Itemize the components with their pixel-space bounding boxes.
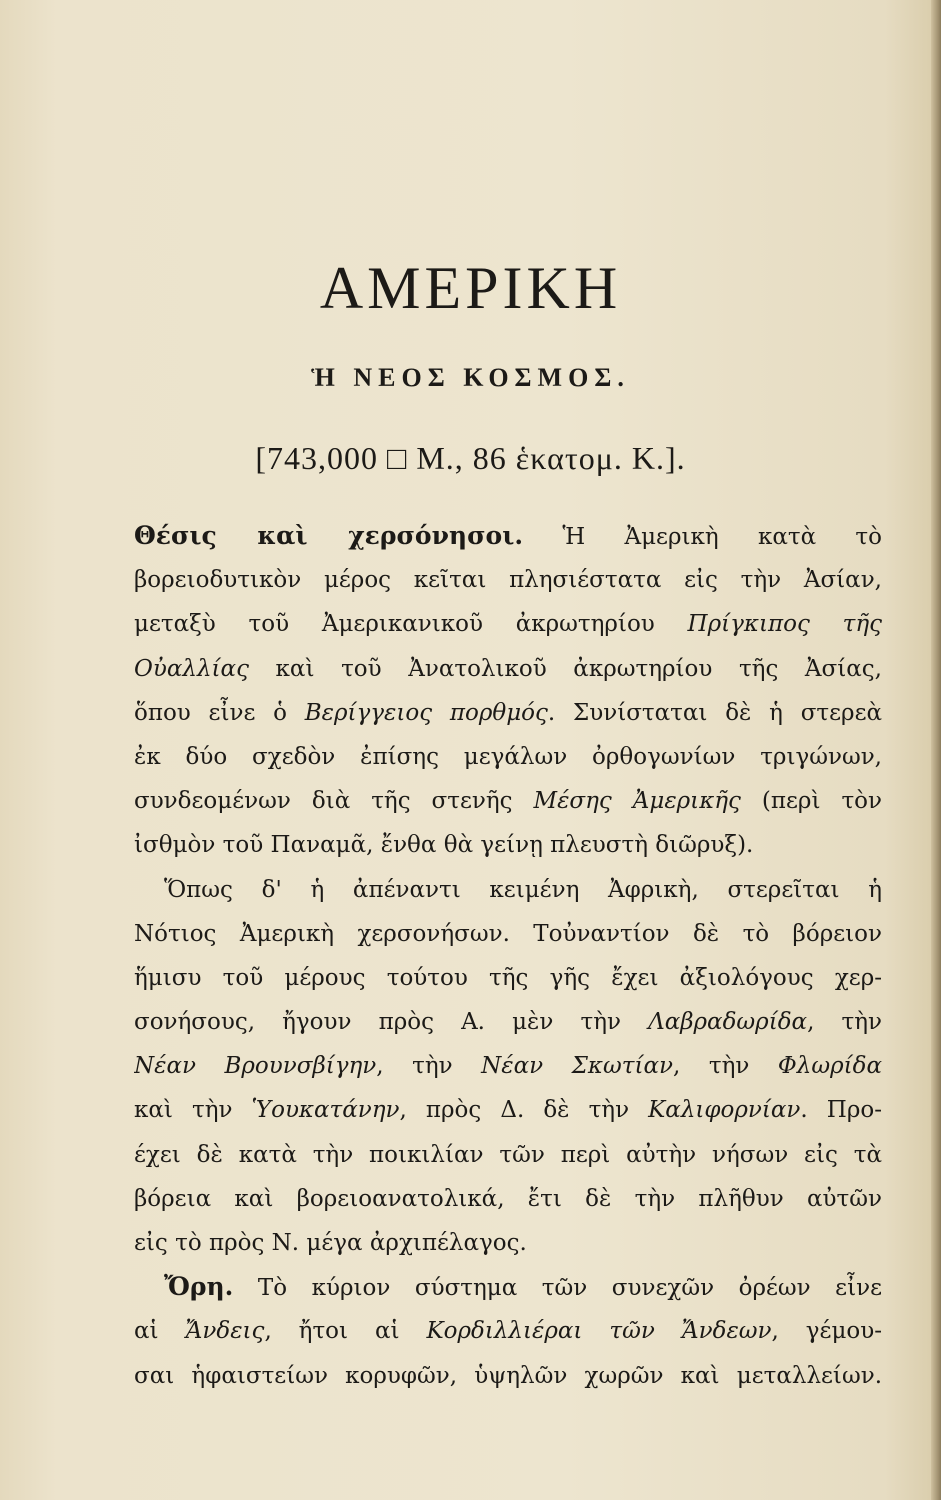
text-line: ἐκ δύο σχεδὸν ἐπίσης μεγάλων ὀρθογωνίων τριγώνων, xyxy=(134,743,882,770)
text-line: ἥμισυ τοῦ μέρους τούτου τῆς γῆς ἔχει ἀξιολόγους χερ- xyxy=(134,964,882,991)
text-line: Νέαν Βρουνσβίγην, τὴν Νέαν Σκωτίαν, τὴν Φλωρίδα xyxy=(134,1053,882,1080)
text-line: Ὅπως δ' ἡ ἀπέναντι κειμένη Ἀφρικὴ, στερεῖται ἡ xyxy=(164,876,882,903)
page-edge xyxy=(931,0,941,1500)
text-line: Οὐαλλίας καὶ τοῦ Ἀνατολικοῦ ἀκρωτηρίου τῆς Ἀσίας, xyxy=(134,655,882,682)
text-line: ἰσθμὸν τοῦ Παναμᾶ, ἔνθα θὰ γείνῃ πλευστὴ διῶρυξ). xyxy=(134,832,754,859)
page-subtitle: Ἡ ΝΕΟΣ ΚΟΣΜΟΣ. xyxy=(311,363,630,392)
area-population-line: [743,000 □ Μ., 86 ἑκατομ. Κ.]. xyxy=(255,440,686,476)
text-line: Θέσις καὶ χερσόνησοι. Ἡ Ἀμερικὴ κατὰ τὸ xyxy=(134,521,882,550)
text-line: έχει δὲ κατὰ τὴν ποικιλίαν τῶν περὶ αὐτὴν νήσων εἰς τὰ xyxy=(134,1141,882,1168)
section-heading-theseis: Θέσις καὶ χερσόνησοι. xyxy=(134,521,524,550)
text-line: συνδεομένων διὰ τῆς στενῆς Μέσης Ἀμερικῆς (περὶ τὸν xyxy=(134,788,882,815)
text-line: βόρεια καὶ βορειοανατολικά, ἔτι δὲ τὴν πλῆθυν αὐτῶν xyxy=(134,1185,882,1212)
text-line: Ὄρη. Τὸ κύριον σύστημα τῶν συνεχῶν ὀρέων εἶνε xyxy=(164,1272,882,1302)
text-line: βορειοδυτικὸν μέρος κεῖται πλησιέστατα εἰς τὴν Ἀσίαν, xyxy=(134,567,882,594)
text-line: εἰς τὸ πρὸς Ν. μέγα ἀρχιπέλαγος. xyxy=(134,1230,527,1256)
text-line: Νότιος Ἀμερικὴ χερσονήσων. Τοὐναντίον δὲ τὸ βόρειον xyxy=(134,920,882,947)
text-line: αἱ Ἄνδεις, ἤτοι αἱ Κορδιλλιέραι τῶν Ἄνδεων, γέμου- xyxy=(134,1318,882,1345)
page-title: ΑΜΕΡΙΚΗ xyxy=(319,255,622,321)
text-line: μεταξὺ τοῦ Ἀμερικανικοῦ ἀκρωτηρίου Πρίγκιπος τῆς xyxy=(134,611,882,638)
text-line: ὅπου εἶνε ὁ Βερίγγειος πορθμός. Συνίσταται δὲ ἡ στερεὰ xyxy=(134,699,882,726)
text-line: καὶ τὴν Ὑουκατάνην, πρὸς Δ. δὲ τὴν Καλιφορνίαν. Προ- xyxy=(134,1097,882,1124)
text-line: σαι ἡφαιστείων κορυφῶν, ὑψηλῶν χωρῶν καὶ μεταλλείων. xyxy=(134,1362,882,1389)
section-heading-ori: Ὄρη. xyxy=(164,1272,234,1302)
body-text xyxy=(134,514,882,1398)
text-line: σονήσους, ἤγουν πρὸς Α. μὲν τὴν Λαβραδωρίδα, τὴν xyxy=(134,1009,882,1036)
